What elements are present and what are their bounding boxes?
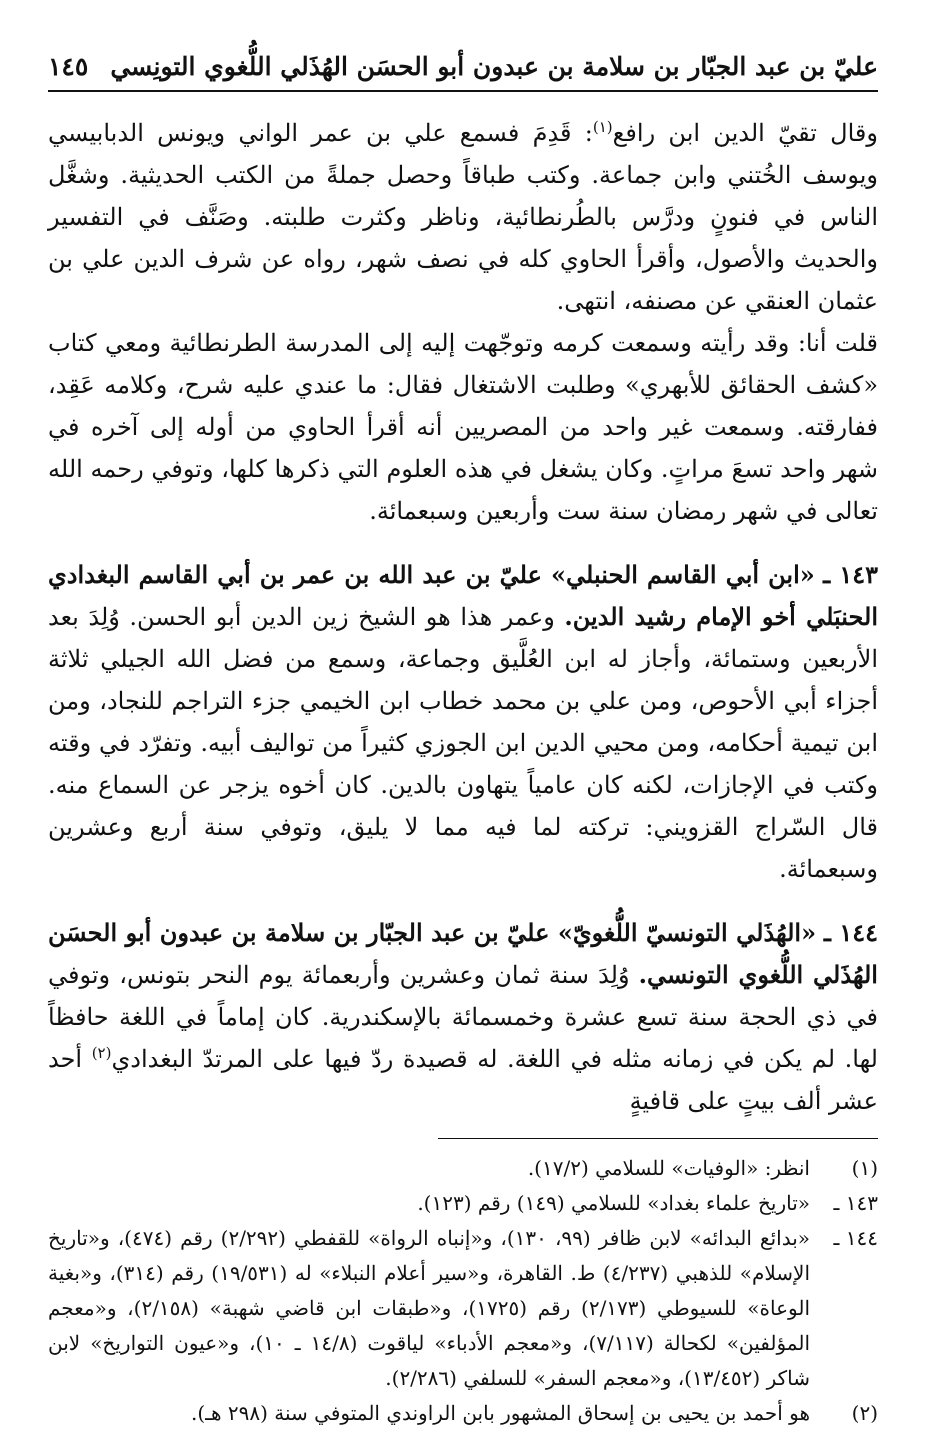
main-text [48, 112, 878, 1122]
footnote-label: ١٤٣ ـ [833, 1191, 878, 1215]
entry-heading: «ابن أبي القاسم الحنبلي» عليّ بن عبد الله بن عمر بن أبي القاسم البغدادي الحنبَلي أخو الإمام رشيد الدين. [48, 560, 878, 631]
biography-entry-144 [48, 912, 878, 1122]
entry-number: ١٤٤ ـ [823, 918, 878, 947]
entry-text: وعمر هذا هو الشيخ زين الدين أبو الحسن. وُلِدَ بعد الأربعين وستمائة، وأجاز له ابن العُلَّيق وجماعة، وسمع من فضل الله الجيلي ثلاثة أجزاء أبي الأحوص، ومن علي بن محمد خطاب ابن الخيمي جزء التراجم للنجاد، ومن ابن تيمية أحكامه، ومن محيي الدين ابن الجوزي كثيراً من تواليف أبيه. وتفرّد في وقته وكتب في الإجازات، لكنه كان عامياً يتهاون بالدين. كان أخوه يزجر عن السماع منه. قال السّراج القزويني: تركته لما فيه مما لا يليق، وتوفي سنة أربع وعشرين وسبعمائة. [48, 603, 878, 883]
running-header [48, 40, 878, 92]
footnotes [48, 1151, 878, 1431]
author-note-paragraph: قلت أنا: وقد رأيته وسمعت كرمه وتوجّهت إليه إلى المدرسة الطرنطائية ومعي كتاب «كشف الحقائق للأبهري» وطلبت الاشتغال فقال: ما عندي عليه شرح، وكلامه عَقِد، ففارقته. وسمعت غير واحد من المصريين أنه أقرأ الحاوي من أوله إلى آخره في شهر واحد تسعَ مراتٍ. وكان يشغل في هذه العلوم التي ذكرها كلها، وتوفي رحمه الله تعالى في شهر رمضان سنة ست وأربعين وسبعمائة. [48, 329, 878, 525]
biography-entry-143 [48, 554, 878, 890]
footnote-item [48, 1396, 878, 1431]
footnote-label: (٢) [851, 1401, 878, 1425]
footnote-item [48, 1151, 878, 1186]
page-number: ١٤٥ [48, 52, 89, 81]
footnote-reference-2: (٢) [91, 1044, 112, 1062]
entry-text: وُلِدَ سنة ثمان وعشرين وأربعمائة يوم النحر بتونس، وتوفي في ذي الحجة سنة تسع عشرة وخمسمائة بالإسكندرية. كان إماماً في اللغة حافظاً لها. لم يكن في زمانه مثله في اللغة. له قصيدة ردّ فيها على المرتدّ البغدادي [48, 961, 878, 1073]
footnote-item [48, 1221, 878, 1396]
footnote-label: ١٤٤ ـ [833, 1226, 878, 1250]
intro-paragraph [48, 112, 878, 322]
footnote-label: (١) [851, 1156, 878, 1180]
entry-heading: «الهُذَلي التونسيّ اللُّغويّ» عليّ بن عبد الجبّار بن سلامة بن عبدون أبو الحسَن الهُذَلي اللُّغوي التونسي. [48, 918, 878, 989]
entry-number: ١٤٣ ـ [823, 560, 878, 589]
footnote-item [48, 1186, 878, 1221]
footnote-text: انظر: «الوفيات» للسلامي (١٧/٢). [527, 1156, 810, 1180]
footnote-text: «بدائع البدائه» لابن ظافر (٩٩، ١٣٠)، و«إنباه الرواة» للقفطي (٢/٢٩٢) رقم (٤٧٤)، و«تاريخ الإسلام» للذهبي (٤/٢٣٧) ط. القاهرة، و«سير أعلام النبلاء» له (١٩/٥٣١) رقم (٣١٤)، و«بغية الوعاة» للسيوطي (٢/١٧٣) رقم (١٧٢٥)، و«طبقات ابن قاضي شهبة» (٢/١٥٨)، و«معجم المؤلفين» لكحالة (٧/١١٧)، و«معجم الأدباء» لياقوت (١٤/٨ ـ ١٠)، و«عيون التواريخ» لابن شاكر (١٣/٤٥٢)، و«معجم السفر» للسلفي (٢/٢٨٦). [48, 1226, 811, 1390]
running-title: عليّ بن عبد الجبّار بن سلامة بن عبدون أبو الحسَن الهُذَلي اللُّغوي التونِسي [110, 52, 878, 81]
intro-text-continued: : قَدِمَ فسمع علي بن عمر الواني ويونس الدبابيسي ويوسف الخُتني وابن جماعة. وكتب طباقاً وحصل جملةً من الكتب الحديثية. وشغَّل الناس في فنونٍ ودرَّس بالطُرنطائية، وناظر وكثرت طلبته. وصَنَّف في التفسير والحديث والأصول، وأقرأ الحاوي كله في نصف شهر، رواه عن شرف الدين علي بن عثمان العنقي عن مصنفه، انتهى. [48, 119, 878, 315]
footnote-text: «تاريخ علماء بغداد» للسلامي (١٤٩) رقم (١٢٣). [417, 1191, 810, 1215]
intro-text-start: وقال تقيّ الدين ابن رافع [612, 119, 878, 147]
book-page [48, 40, 878, 1425]
footnote-reference-1: (١) [592, 118, 613, 136]
footnote-divider [438, 1138, 878, 1139]
footnote-text: هو أحمد بن يحيى بن إسحاق المشهور بابن الراوندي المتوفي سنة (٢٩٨ هـ). [190, 1401, 810, 1425]
entry-text-continued: أحد عشر ألف بيتٍ على قافيةٍ [48, 1045, 878, 1115]
